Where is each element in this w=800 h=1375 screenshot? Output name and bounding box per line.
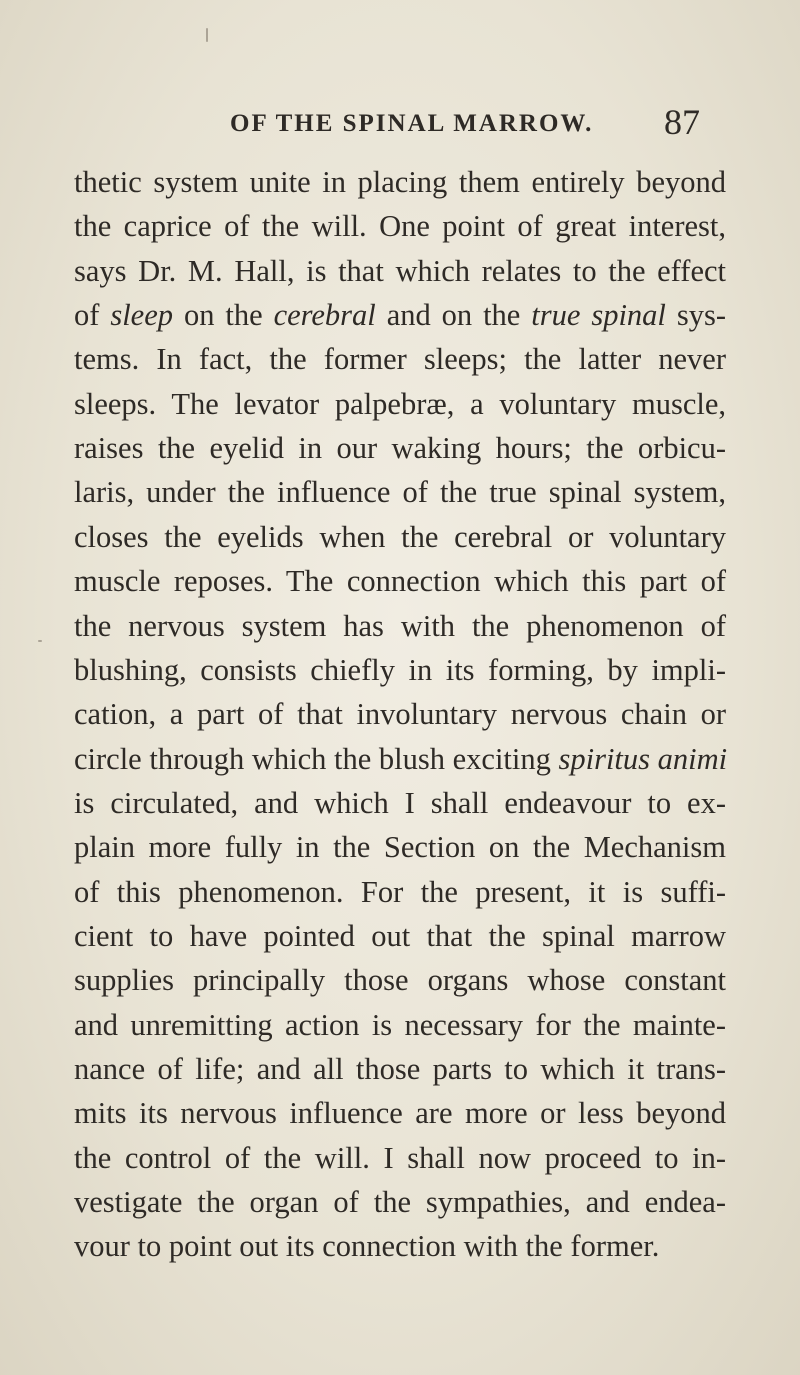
running-title: OF THE SPINAL MARROW. (230, 110, 594, 137)
italic-phrase: true spinal (531, 298, 666, 333)
text-line: plain more fully in the Section on the Mechanism (74, 830, 726, 865)
text-line: the control of the will. I shall now proceed to in- (74, 1140, 726, 1175)
italic-phrase: sleep (110, 298, 174, 333)
text-line: sleeps. The levator palpebræ, a voluntary muscle, (74, 386, 726, 421)
text-line: of this phenomenon. For the present, it is suffi- (74, 874, 726, 909)
text-line: tems. In fact, the former sleeps; the latter never (74, 342, 726, 377)
text-line: muscle reposes. The connection which this part of (74, 564, 726, 599)
text-line: vestigate the organ of the sympathies, and endea- (74, 1185, 726, 1220)
text-line: cation, a part of that involuntary nervous chain or (74, 697, 726, 732)
text-line: vour to point out its connection with the former. (74, 1229, 660, 1264)
text-line: closes the eyelids when the cerebral or voluntary (74, 519, 726, 554)
text-line: is circulated, and which I shall endeavour to ex- (74, 785, 726, 820)
text-line: the caprice of the will. One point of great interest, (74, 209, 726, 244)
text-line: says Dr. M. Hall, is that which relates to the effect (74, 253, 726, 288)
text-line: blushing, consists chiefly in its forming, by impli- (74, 652, 726, 687)
page-number: 87 (664, 102, 700, 142)
text-line: nance of life; and all those parts to which it trans- (74, 1052, 726, 1086)
text-line: the nervous system has with the phenomenon of (74, 608, 726, 643)
text-line: raises the eyelid in our waking hours; the orbicu- (74, 431, 726, 466)
paper-speck (206, 28, 208, 42)
text-line: laris, under the influence of the true spinal system, (74, 475, 726, 510)
italic-phrase: cerebral (273, 298, 376, 333)
italic-phrase: spiritus animi (558, 741, 728, 776)
paper-speck (38, 640, 42, 642)
text-line: cient to have pointed out that the spinal marrow (74, 918, 726, 953)
text-line: supplies principally those organs whose constant (74, 963, 726, 998)
text-line: of sleep on the cerebral and on the true spinal sys- (74, 298, 726, 333)
text-line: and unremitting action is necessary for the mainte- (74, 1007, 726, 1042)
text-line: mits its nervous influence are more or less beyond (74, 1096, 726, 1131)
text-line: thetic system unite in placing them entirely beyond (74, 165, 726, 199)
text-line: circle through which the blush exciting spiritus animi (74, 741, 728, 776)
